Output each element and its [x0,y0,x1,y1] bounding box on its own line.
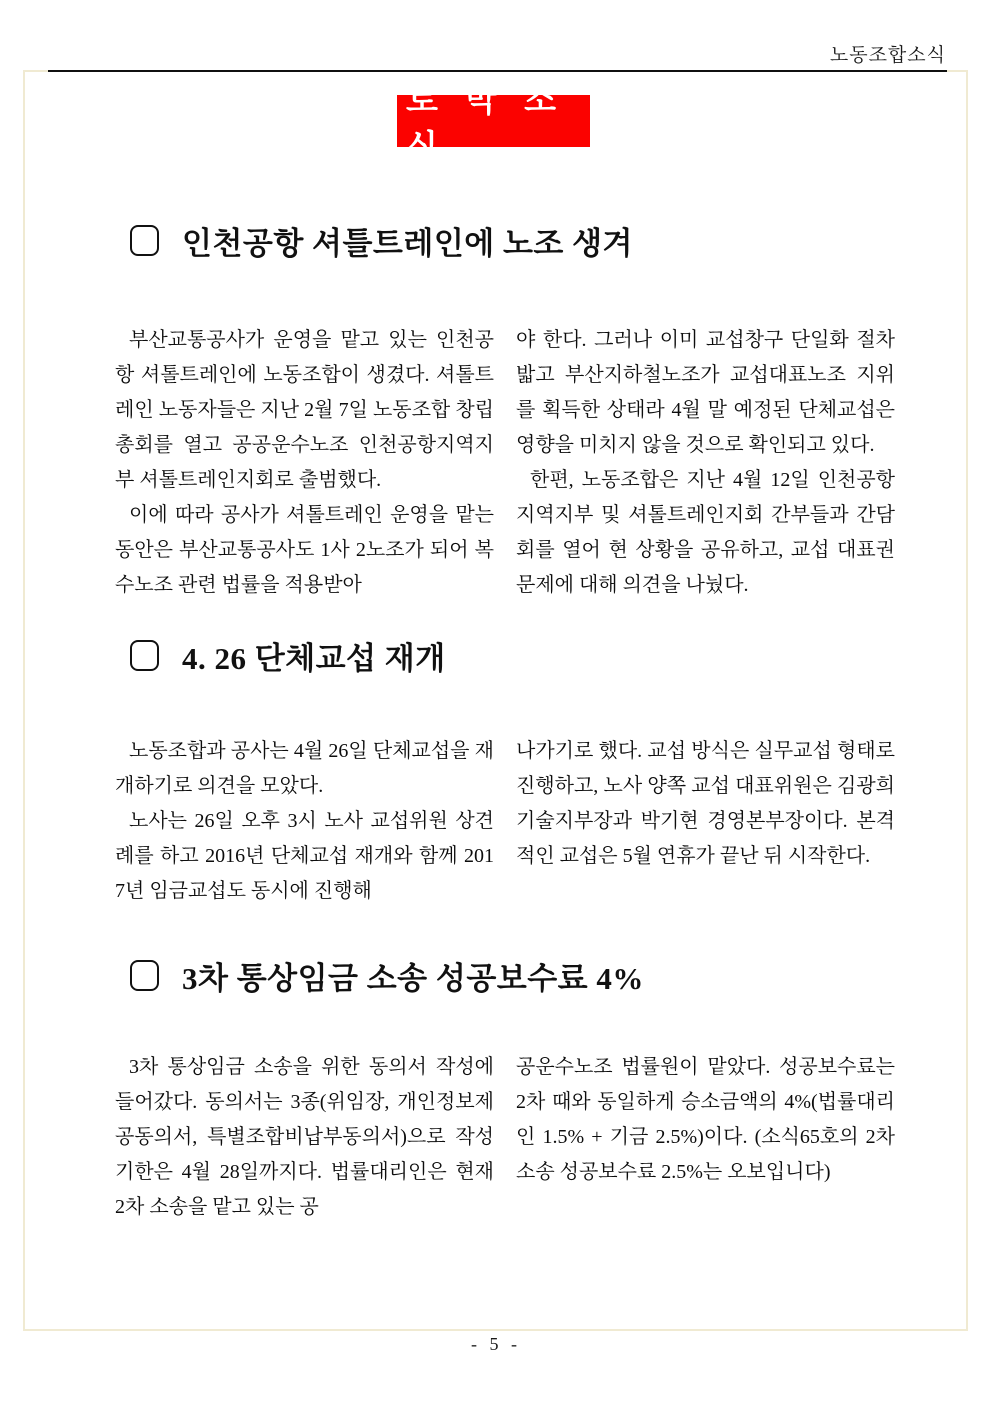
page-header-title: 노동조합소식 [829,45,946,66]
paragraph: 한편, 노동조합은 지난 4월 12일 인천공항지역지부 및 셔톨트레인지회 간부들과 간담회를 열어 현 상황을 공유하고, 교섭 대표권 문제에 대해 의견을 나눴다. [516,469,895,596]
section-heading [130,218,895,263]
section-heading-label: 인천공항 셔틀트레인에 노조 생겨 [182,226,633,261]
column-right [516,323,895,603]
news-section [115,953,895,1225]
two-column-text [115,323,895,603]
paragraph: 노사는 26일 오후 3시 노사 교섭위원 상견례를 하고 2016년 단체교섭 재개와 함께 2017년 임금교섭도 동시에 진행해 [115,810,494,902]
paragraph: 이에 따라 공사가 셔톨트레인 운영을 맡는 동안은 부산교통공사도 1사 2노조가 되어 복수노조 관련 법률을 적용받아 [115,504,494,596]
document-body [115,81,895,1225]
square-bullet-icon [130,960,159,991]
square-bullet-icon [130,225,159,256]
banner-label: 토 막 소 식 [406,81,565,165]
paragraph: 노동조합과 공사는 4월 26일 단체교섭을 재개하기로 의견을 모았다. [115,740,494,797]
section-heading [130,633,895,678]
column-left [115,323,494,603]
square-bullet-icon [130,640,159,671]
sections-container [115,218,895,1225]
column-right [516,1050,895,1225]
two-column-text [115,734,895,909]
news-section [115,218,895,603]
section-heading-label: 4. 26 단체교섭 재개 [182,641,446,676]
paragraph: 야 한다. 그러나 이미 교섭창구 단일화 절차 밟고 부산지하철노조가 교섭대표노조 지위를 획득한 상태라 4월 말 예정된 단체교섭은 영향을 미치지 않을 것으로 확인되고 있다. [516,329,895,456]
page-number: - 5 - [471,1334,521,1354]
section-heading-label: 3차 통상임금 소송 성공보수료 4% [182,961,644,996]
column-left [115,734,494,909]
paragraph: 3차 통상임금 소송을 위한 동의서 작성에 들어갔다. 동의서는 3종(위임장, 개인정보제공동의서, 특별조합비납부동의서)으로 작성기한은 4월 28일까지다. 법률대리인은 현재 2차 소송을 맡고 있는 공 [115,1056,494,1218]
paragraph: 공운수노조 법률원이 맡았다. 성공보수료는 2차 때와 동일하게 승소금액의 4%(법률대리인 1.5% + 기금 2.5%)이다. (소식65호의 2차소송 성공보수료 2.5%는 오보입니다) [516,1056,895,1183]
two-column-text [115,1050,895,1225]
section-heading [130,953,895,998]
paragraph: 나가기로 했다. 교섭 방식은 실무교섭 형태로 진행하고, 노사 양쪽 교섭 대표위원은 김광희 기술지부장과 박기현 경영본부장이다. 본격적인 교섭은 5월 연휴가 끝난 뒤 시작한다. [516,740,895,867]
banner [397,81,590,165]
paragraph: 부산교통공사가 운영을 맡고 있는 인천공항 셔톨트레인에 노동조합이 생겼다. 셔톨트레인 노동자들은 지난 2월 7일 노동조합 창립총회를 열고 공공운수노조 인천공항지역지부 셔톨트레인지회로 출범했다. [115,329,494,491]
column-right [516,734,895,909]
header-rule [48,70,947,72]
news-section [115,633,895,909]
column-left [115,1050,494,1225]
